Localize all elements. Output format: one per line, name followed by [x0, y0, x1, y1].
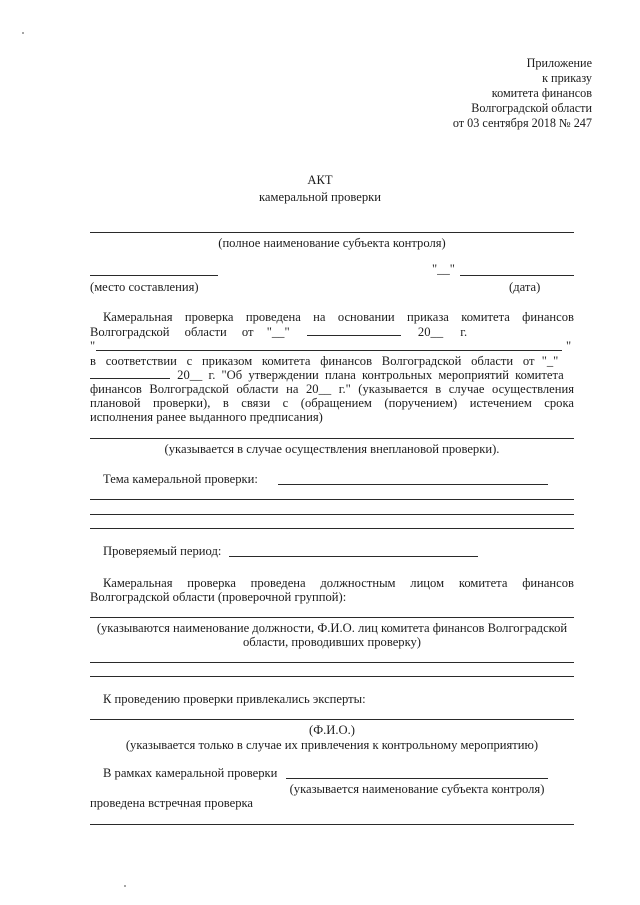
- date-quotes: "__": [432, 262, 455, 276]
- counter-subject-line: [286, 778, 548, 779]
- experts-label: К проведению проверки привлекались эксперты:: [103, 692, 366, 706]
- date-caption: (дата): [509, 280, 541, 294]
- inspectors-line: [90, 662, 574, 663]
- order-title-line: [96, 350, 562, 351]
- topic-label: Тема камеральной проверки:: [103, 472, 258, 486]
- basis-quote-open: ": [90, 339, 96, 353]
- basis-line: [90, 368, 564, 383]
- header-line: от 03 сентября 2018 № 247: [452, 115, 592, 130]
- topic-line: [278, 484, 548, 485]
- basis-line: [90, 325, 467, 340]
- counter-caption: (указывается наименование субъекта контроля): [289, 782, 545, 796]
- scan-speck: [124, 885, 126, 887]
- unscheduled-line: [90, 438, 574, 439]
- subject-name-line: [90, 232, 574, 233]
- plan-date-blank: [90, 368, 170, 379]
- order-number-blank: [307, 325, 401, 336]
- basis-quote: "__": [266, 325, 290, 339]
- topic-line: [90, 499, 574, 500]
- performed-caption: (указываются наименование должности, Ф.И.О. лиц комитета финансов Волгоградской: [96, 621, 568, 635]
- document-subtitle: камеральной проверки: [259, 190, 381, 204]
- document-title: АКТ: [307, 173, 333, 187]
- basis-year: 20__ г.: [417, 325, 468, 339]
- header-line: к приказу: [542, 70, 592, 85]
- topic-line: [90, 514, 574, 515]
- experts-caption: (Ф.И.О.): [309, 723, 355, 737]
- header-line: Приложение: [526, 56, 592, 70]
- basis-line: исполнения ранее выданного предписания): [90, 410, 323, 424]
- counter-label: В рамках камеральной проверки: [103, 766, 278, 780]
- performed-caption: области, проводивших проверку): [242, 635, 422, 649]
- header-line: Волгоградской области: [471, 100, 592, 115]
- performed-line: Камеральная проверка проведена должностным лицом комитета финансов: [103, 576, 574, 590]
- counter-line: [90, 824, 574, 825]
- subject-caption: (полное наименование субъекта контроля): [218, 236, 446, 250]
- basis-text: в соответствии с приказом комитета финансов Волгоградской области от: [90, 354, 535, 368]
- counter-line: проведена встречная проверка: [90, 796, 254, 810]
- place-line: [90, 275, 218, 276]
- appendix-header: [453, 56, 592, 130]
- scan-speck: [22, 32, 24, 34]
- basis-line: плановой проверки), в связи с (обращением (поручением) истечением срока: [90, 396, 574, 410]
- inspectors-line: [90, 676, 574, 677]
- basis-line: финансов Волгоградской области на 20__ г." (указывается в случае осуществления: [90, 382, 574, 396]
- topic-line: [90, 528, 574, 529]
- basis-line: Камеральная проверка проведена на основании приказа комитета финансов: [103, 310, 574, 324]
- basis-line: [90, 354, 574, 369]
- date-line: [460, 275, 574, 276]
- basis-text: Волгоградской области от: [90, 325, 254, 339]
- experts-caption: (указывается только в случае их привлечения к контрольному мероприятию): [125, 738, 539, 752]
- experts-line: [90, 719, 574, 720]
- place-caption: (место составления): [90, 280, 199, 294]
- header-line: комитета финансов: [491, 85, 592, 100]
- basis-quote: "_": [541, 354, 559, 368]
- basis-text: 20__ г. "Об утверждении плана контрольных мероприятий комитета: [177, 368, 564, 382]
- performed-line: Волгоградской области (проверочной группой):: [90, 590, 347, 604]
- period-line: [229, 556, 478, 557]
- inspectors-line: [90, 617, 574, 618]
- basis-caption: (указывается в случае осуществления внеплановой проверки).: [164, 442, 500, 456]
- basis-quote-close: ": [566, 339, 572, 353]
- period-label: Проверяемый период:: [103, 544, 222, 558]
